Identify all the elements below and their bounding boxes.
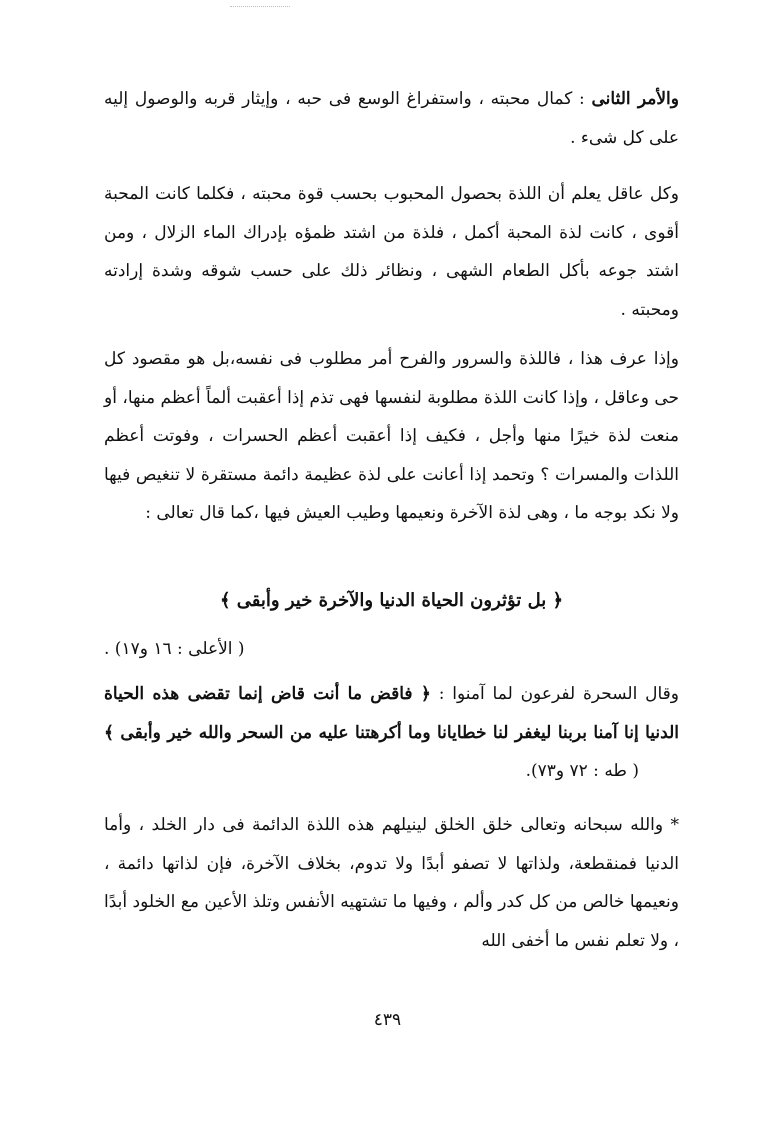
paragraph-second-matter bbox=[104, 80, 679, 157]
paragraph-eternal-pleasure: * والله سبحانه وتعالى خلق الخلق لينيلهم هذه اللذة الدائمة فى دار الخلد ، وأما الدنيا فمنقطعة، ولذاتها لا تصفو أبدًا ولا تدوم، بخلاف الآخرة، فإن لذاتها دائمة ، ونعيمها خالص من كل كدر وألم ، وفيها ما تشتهيه الأنفس وتلذ الأعين مع الخلود أبدًا ، ولا تعلم نفس ما أخفى الله bbox=[104, 815, 679, 951]
paragraph-magicians bbox=[104, 675, 679, 791]
paragraph-text: : كمال محبته ، واستفراغ الوسع فى حبه ، وإيثار قربه والوصول إليه على كل شىء . bbox=[104, 89, 679, 148]
top-divider bbox=[230, 6, 290, 7]
quran-verse-taha: ﴿ فاقض ما أنت قاض إنما تقضى هذه الحياة الدنيا إنا آمنا بربنا ليغفر لنا خطايانا وما أكرهتنا عليه من السحر والله خير وأبقى ﴾ bbox=[104, 684, 679, 743]
paragraph-lead: والأمر الثانى bbox=[591, 89, 679, 109]
paragraph-pleasure-love: وكل عاقل يعلم أن اللذة بحصول المحبوب بحسب قوة محبته ، فكلما كانت المحبة أقوى ، كانت لذة المحبة أكمل ، فلذة من اشتد ظمؤه بإدراك الماء الزلال ، ومن اشتد جوعه بأكل الطعام الشهى ، ونظائر ذلك على حسب شوقه وشدة إرادته ومحبته . bbox=[104, 184, 679, 320]
paragraph-intro: وقال السحرة لفرعون لما آمنوا : bbox=[430, 684, 680, 704]
verse-reference-taha: ( طه : ٧٢ و٧٣). bbox=[525, 761, 639, 781]
verse-reference-ala: ( الأعلى : ١٦ و١٧) . bbox=[104, 639, 245, 659]
quran-verse-ala: ﴿ بل تؤثرون الحياة الدنيا والآخرة خير وأبقى ﴾ bbox=[219, 590, 564, 611]
paragraph-pleasure-sought: وإذا عرف هذا ، فاللذة والسرور والفرح أمر مطلوب فى نفسه،بل هو مقصود كل حى وعاقل ، وإذا كانت اللذة مطلوبة لنفسها فهى تذم إذا أعقبت ألماً أعظم منها، أو منعت لذة خيرًا منها وأجل ، فكيف إذا أعقبت أعظم الحسرات ، وفوتت أعظم اللذات والمسرات ؟ وتحمد إذا أعانت على لذة عظيمة دائمة مستقرة لا تنغيص فيها ولا نكد بوجه ما ، وهى لذة الآخرة ونعيمها وطيب العيش فيها ،كما قال تعالى : bbox=[104, 349, 679, 523]
page-number: ٤٣٩ bbox=[373, 1010, 402, 1030]
